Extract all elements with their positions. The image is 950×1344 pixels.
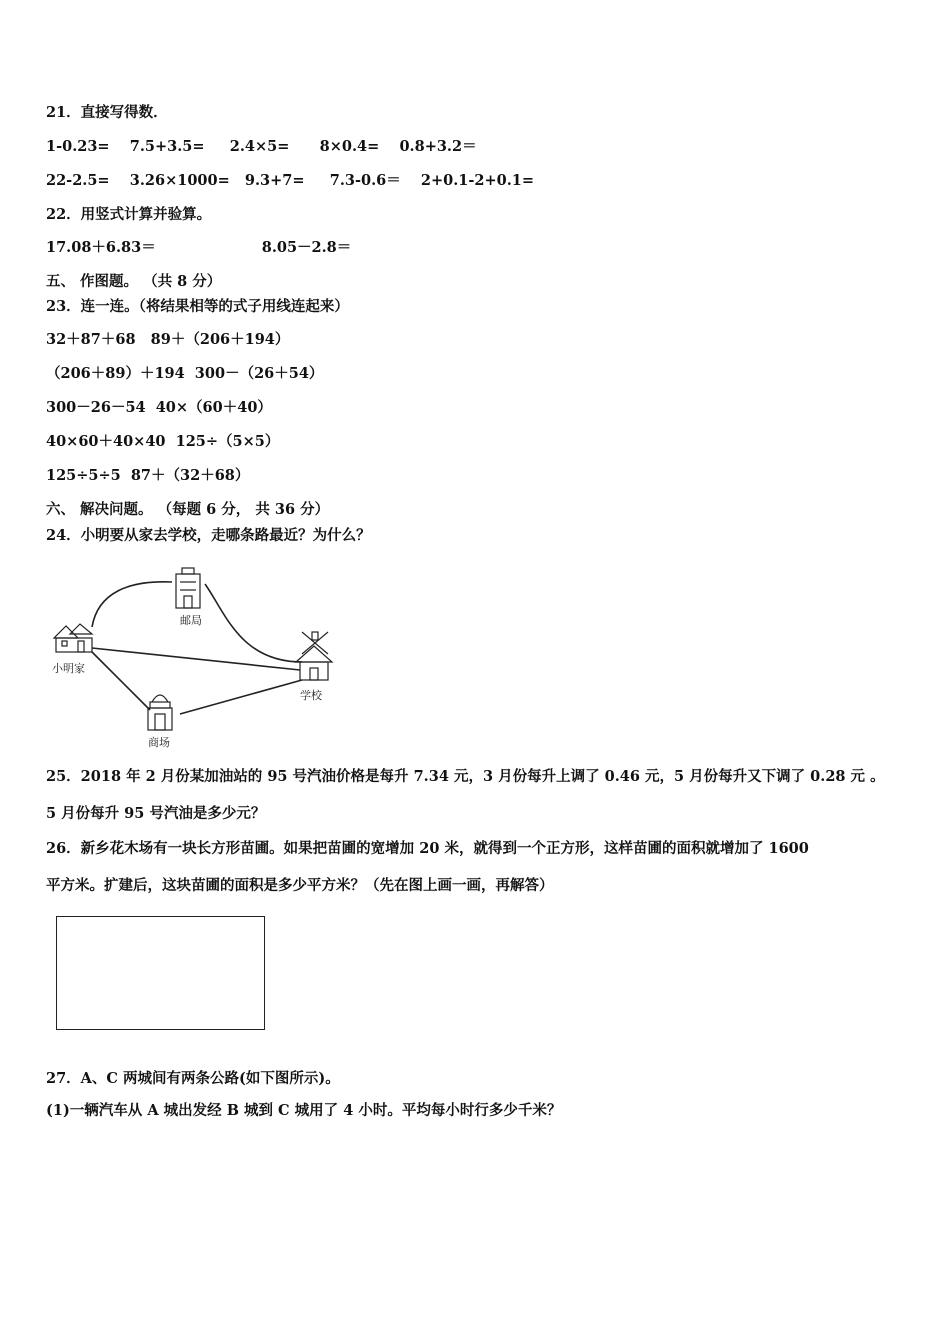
q26-line1: 26．新乡花木场有一块长方形苗圃。如果把苗圃的宽增加 20 米，就得到一个正方形，这样苗圃的面积就增加了 1600 (46, 840, 809, 857)
q23-row: 40×60＋40×40 125÷（5×5） (46, 433, 280, 450)
mall-icon (148, 695, 172, 730)
school-label: 学校 (300, 689, 322, 702)
seedbed-rectangle (56, 916, 265, 1030)
home-label: 小明家 (52, 662, 85, 675)
q22-row1: 17.08＋6.83＝ 8.05－2.8＝ (46, 239, 352, 256)
post-office-label: 邮局 (180, 614, 202, 627)
section5-title: 五、 作图题。 （共 8 分） (46, 273, 222, 290)
mall-label: 商场 (148, 736, 170, 749)
q24-title: 24．小明要从家去学校，走哪条路最近？为什么？ (46, 527, 371, 544)
q25-line2: 5 月份每升 95 号汽油是多少元？ (46, 805, 266, 822)
q21-title: 21．直接写得数． (46, 104, 168, 121)
q22-title: 22．用竖式计算并验算。 (46, 206, 212, 223)
q23-title: 23．连一连。（将结果相等的式子用线连起来） (46, 298, 349, 315)
q23-row: 125÷5÷5 87＋（32＋68） (46, 467, 250, 484)
q23-row: （206＋89）＋194 300－（26＋54） (46, 365, 324, 382)
q27-sub1: (1)一辆汽车从 A 城出发经 B 城到 C 城用了 4 小时。平均每小时行多少千米？ (46, 1102, 562, 1119)
post-office-icon (176, 568, 200, 608)
q23-row: 32＋87＋68 89＋（206＋194） (46, 331, 290, 348)
q21-row1: 1-0.23= 7.5+3.5= 2.4×5= 8×0.4= 0.8+3.2＝ (46, 138, 477, 155)
q27-title: 27．A、C 两城间有两条公路(如下图所示)。 (46, 1070, 340, 1087)
q23-row: 300－26－54 40×（60＋40） (46, 399, 272, 416)
section6-title: 六、 解决问题。 （每题 6 分， 共 36 分） (46, 501, 330, 518)
q25-line1: 25．2018 年 2 月份某加油站的 95 号汽油价格是每升 7.34 元，3 月份每升上调了 0.46 元，5 月份每升又下调了 0.28 元 。 (46, 768, 885, 785)
q21-row2: 22-2.5= 3.26×1000= 9.3+7= 7.3-0.6＝ 2+0.1-2+0.1= (46, 172, 534, 189)
home-icon (54, 624, 92, 652)
school-icon (296, 632, 332, 680)
route-map-figure (40, 552, 360, 757)
q26-line2: 平方米。扩建后，这块苗圃的面积是多少平方米？（先在图上画一画，再解答） (46, 877, 554, 894)
